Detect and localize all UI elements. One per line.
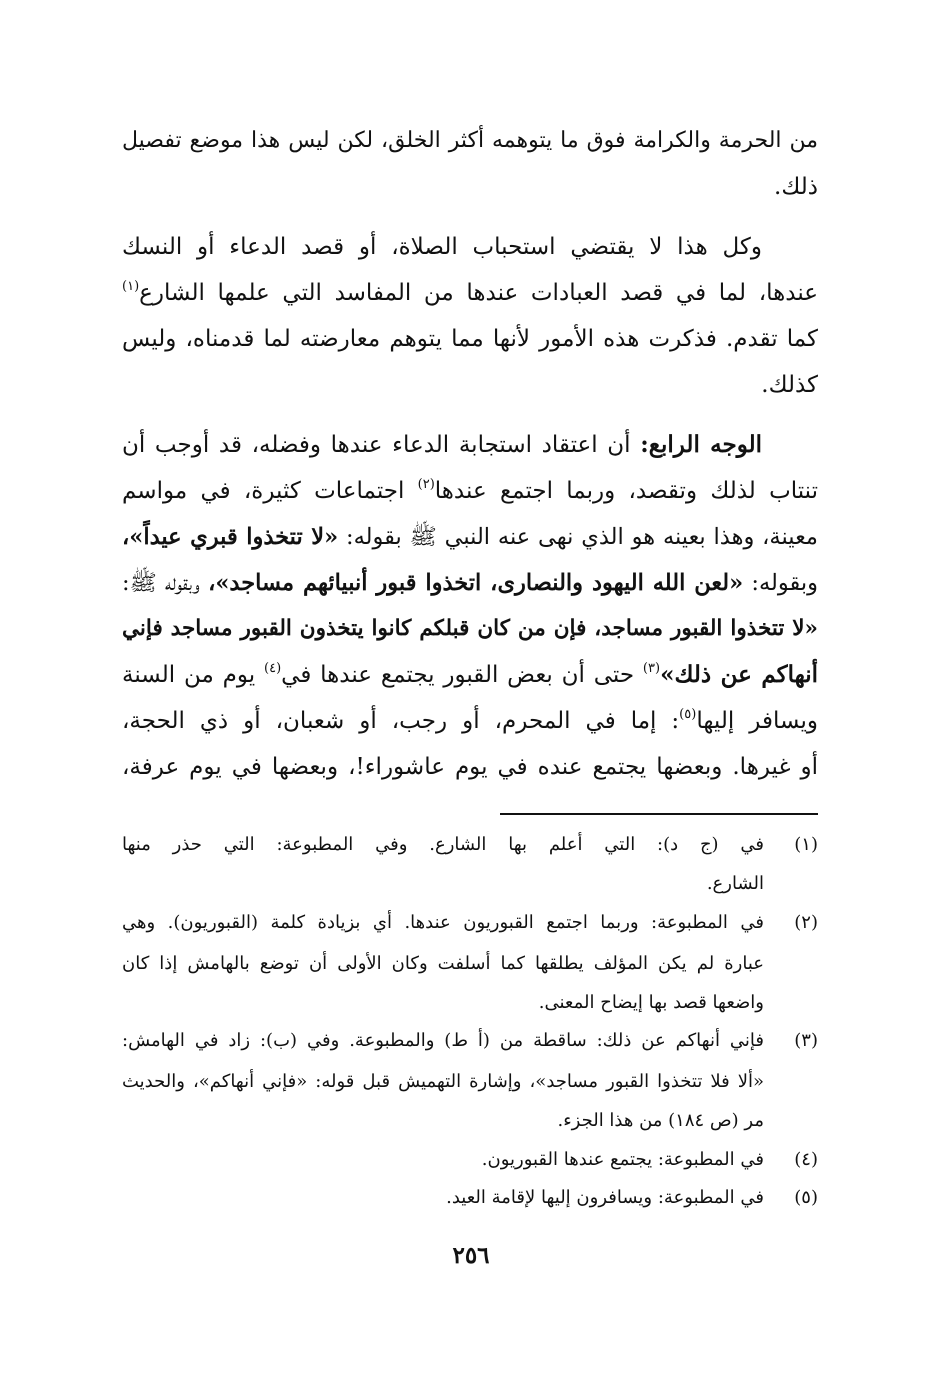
footnote-ref-4[interactable]: (٤): [264, 661, 282, 676]
footnote-text: فإني أنهاكم عن ذلك: ساقطة من (أ ط) والمطبوعة. وفي (ب): زاد في الهامش:: [122, 1030, 764, 1051]
footnote-text: عبارة لم يكن المؤلف يطلقها كما أسلفت وكان الأولى أن توضع بالهامش إذا كان: [122, 953, 764, 974]
text: وبقوله ﷺ:: [122, 570, 200, 596]
footnote-1-cont: [122, 862, 818, 905]
footnote-text: في المطبوعة: يجتمع عندها القبوريون.: [481, 1149, 764, 1170]
footnote-text: في (ج د): التي أعلم بها الشارع. وفي المطبوعة: التي حذر منها: [122, 834, 765, 855]
footnote-number: (١): [794, 834, 818, 855]
text: اجتماعات كثيرة، في مواسم: [122, 478, 405, 504]
page-number: ٢٥٦: [452, 1242, 490, 1269]
footnote-2-cont: [122, 981, 818, 1024]
footnote-ref-1[interactable]: (١): [122, 279, 140, 294]
footnote-3: [122, 1019, 818, 1062]
footnote-text: واضعها قصد بها إيضاح المعنى.: [538, 992, 764, 1013]
footnote-5: [122, 1176, 818, 1219]
footnote-text: في المطبوعة: وربما اجتمع القبوريون عندها. أي بزيادة كلمة (القبوريون). وهي: [122, 912, 764, 933]
footnote-4: [122, 1138, 818, 1181]
text: وبقوله:: [751, 570, 818, 596]
footnote-text: الشارع.: [706, 873, 764, 894]
text: حتى أن بعض القبور يجتمع عندها في: [281, 662, 635, 688]
text: يوم من السنة: [122, 662, 256, 688]
footnote-number: (٥): [794, 1187, 818, 1208]
hadith-quote: «لا تتخذوا قبري عيداً»،: [122, 524, 339, 550]
paragraph-2-line-4: [122, 358, 818, 412]
text: : إما في المحرم، أو رجب، أو شعبان، أو ذي الحجة،: [122, 708, 680, 734]
text: معينة، وهذا بعينه هو الذي نهى عنه النبي ﷺ بقوله:: [345, 524, 818, 550]
text: من الحرمة والكرامة فوق ما يتوهمه أكثر الخلق، لكن ليس هذا موضع تفصيل: [122, 128, 818, 153]
text: كما تقدم. فذكرت هذه الأمور لأنها مما يتوهم معارضته لما قدمناه، وليس: [122, 326, 818, 352]
footnote-text: في المطبوعة: ويسافرون إليها لإقامة العيد.: [446, 1187, 764, 1208]
footnote-text: «ألا فلا تتخذوا القبور مساجد»، وإشارة التهميش قبل قوله: «فإني أنهاكم»، والحديث: [122, 1071, 764, 1092]
footnote-1: [122, 823, 818, 866]
text: عندها، لما في قصد العبادات عندها من المفاسد التي علمها الشارع: [139, 280, 818, 306]
text: أو غيرها. وبعضها يجتمع عنده في يوم عاشوراء!، وبعضها في يوم عرفة،: [122, 754, 818, 780]
footnote-3-cont: [122, 1099, 818, 1142]
text: كذلك.: [761, 372, 818, 398]
text: ويسافر إليها: [696, 708, 818, 734]
footnote-ref-2[interactable]: (٢): [417, 477, 435, 492]
text: تنتاب لذلك وتقصد، وربما اجتمع عندها: [434, 478, 819, 504]
footnote-text: مر (ص ١٨٤) من هذا الجزء.: [557, 1110, 764, 1131]
text: ذلك.: [774, 174, 818, 200]
footnote-ref-5[interactable]: (٥): [679, 707, 697, 722]
footnote-number: (٣): [794, 1030, 818, 1051]
footnote-number: (٤): [794, 1149, 818, 1170]
section-heading: الوجه الرابع:: [640, 431, 763, 458]
footnote-2-cont: [122, 942, 818, 985]
footnote-separator: [500, 813, 818, 815]
paragraph-3-line-8: [122, 740, 818, 794]
text: أن اعتقاد استجابة الدعاء عندها وفضله، قد أوجب أن: [122, 432, 631, 458]
footnote-number: (٢): [794, 912, 818, 933]
footnote-3-cont: [122, 1060, 818, 1103]
paragraph-1-line-2: [122, 160, 818, 214]
text: وكل هذا لا يقتضي استحباب الصلاة، أو قصد الدعاء أو النسك: [122, 234, 762, 260]
footnote-2: [122, 901, 818, 944]
footnote-ref-3[interactable]: (٣): [642, 661, 661, 676]
hadith-quote: «لعن الله اليهود والنصارى، اتخذوا قبور أنبيائهم مساجد»،: [208, 570, 744, 596]
hadith-quote: أنهاكم عن ذلك»: [660, 661, 818, 688]
hadith-quote: «لا تتخذوا القبور مساجد، فإن من كان قبلكم كانوا يتخذون القبور مساجد فإني: [122, 616, 818, 641]
